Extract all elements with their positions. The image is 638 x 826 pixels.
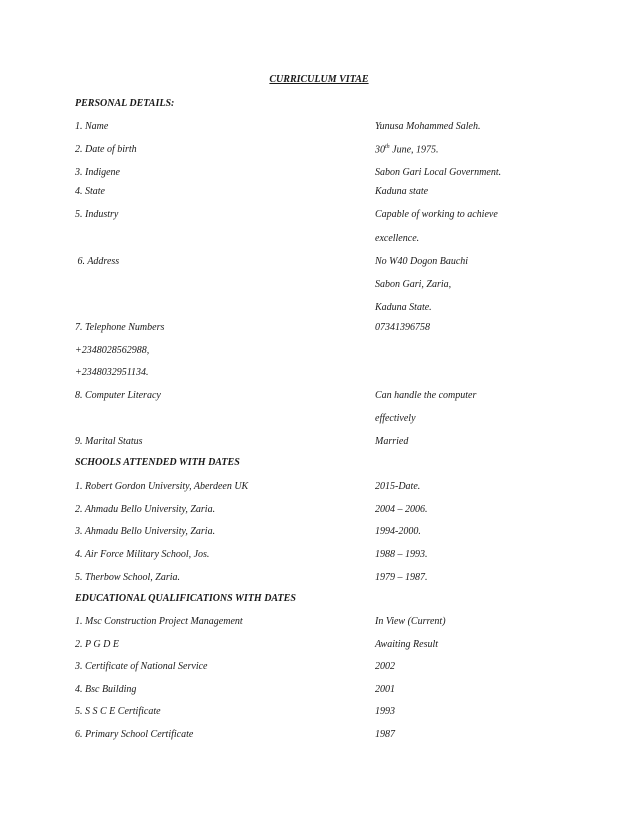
address-line-3: Kaduna State.	[375, 302, 432, 313]
dob-label: 2. Date of birth	[75, 144, 137, 155]
qualification-row	[0, 639, 638, 655]
dob-day: 30	[375, 144, 385, 156]
school-row	[0, 549, 638, 565]
state-row	[0, 186, 638, 202]
marital-row	[0, 436, 638, 452]
qualification-date: In View (Current)	[375, 616, 446, 627]
qualification-date: 2002	[375, 661, 395, 672]
school-date: 1979 – 1987.	[375, 572, 428, 583]
industry-label: 5. Industry	[75, 209, 119, 220]
schools-heading-row	[0, 457, 638, 473]
dob-row	[0, 144, 638, 160]
qualification-name: 2. P G D E	[75, 639, 119, 650]
phone-number-3: +2348032951134.	[75, 367, 149, 378]
dob-suffix: th	[385, 144, 390, 150]
address-row-2	[0, 279, 638, 295]
phone-row-3	[0, 367, 638, 383]
qualification-name: 4. Bsc Building	[75, 684, 137, 695]
state-value: Kaduna state	[375, 186, 429, 197]
name-value: Yunusa Mohammed Saleh.	[375, 121, 481, 132]
computer-value-line-2: effectively	[375, 413, 416, 424]
qualification-name: 1. Msc Construction Project Management	[75, 616, 243, 627]
school-date: 1988 – 1993.	[375, 549, 428, 560]
phone-label: 7. Telephone Numbers	[75, 322, 165, 333]
name-row	[0, 121, 638, 137]
computer-row	[0, 390, 638, 406]
qualification-name: 5. S S C E Certificate	[75, 706, 161, 717]
qualifications-heading-row	[0, 593, 638, 609]
qualification-row	[0, 706, 638, 722]
computer-row-2	[0, 413, 638, 429]
computer-label: 8. Computer Literacy	[75, 390, 161, 401]
qualification-date: 1987	[375, 729, 395, 740]
qualification-row	[0, 684, 638, 700]
school-row	[0, 504, 638, 520]
address-row-3	[0, 302, 638, 318]
school-name: 5. Therbow School, Zaria.	[75, 572, 181, 583]
address-line-2: Sabon Gari, Zaria,	[375, 279, 452, 290]
personal-details-heading-row	[0, 98, 638, 114]
industry-value-line-1: Capable of working to achieve	[375, 209, 498, 220]
indigene-value: Sabon Gari Local Government.	[375, 167, 502, 178]
phone-number-2: +2348028562988,	[75, 345, 150, 356]
dob-rest: June, 1975.	[389, 144, 439, 156]
school-date: 2015-Date.	[375, 481, 421, 492]
computer-value-line-1: Can handle the computer	[375, 390, 477, 401]
school-row	[0, 572, 638, 588]
marital-label: 9. Marital Status	[75, 436, 143, 447]
qualification-date: Awaiting Result	[375, 639, 439, 650]
school-name: 2. Ahmadu Bello University, Zaria.	[75, 504, 216, 515]
qualification-name: 3. Certificate of National Service	[75, 661, 208, 672]
name-label: 1. Name	[75, 121, 109, 132]
qualification-date: 1993	[375, 706, 395, 717]
address-label: 6. Address	[75, 256, 120, 267]
dob-value	[375, 144, 439, 155]
school-row	[0, 526, 638, 542]
school-name: 3. Ahmadu Bello University, Zaria.	[75, 526, 216, 537]
document-title: CURRICULUM VITAE	[269, 74, 369, 85]
industry-row	[0, 209, 638, 225]
qualifications-heading: EDUCATIONAL QUALIFICATIONS WITH DATES	[75, 593, 296, 604]
indigene-label: 3. Indigene	[75, 167, 120, 178]
school-name: 1. Robert Gordon University, Aberdeen UK	[75, 481, 249, 492]
school-row	[0, 481, 638, 497]
qualification-row	[0, 661, 638, 677]
phone-number-1: 07341396758	[375, 322, 430, 333]
school-name: 4. Air Force Military School, Jos.	[75, 549, 210, 560]
phone-row	[0, 322, 638, 338]
qualification-row	[0, 729, 638, 745]
address-row	[0, 256, 638, 272]
qualification-date: 2001	[375, 684, 395, 695]
qualification-name: 6. Primary School Certificate	[75, 729, 194, 740]
indigene-row	[0, 167, 638, 183]
school-date: 1994-2000.	[375, 526, 421, 537]
address-line-1: No W40 Dogon Bauchi	[375, 256, 469, 267]
phone-row-2	[0, 345, 638, 361]
industry-value-line-2: excellence.	[375, 233, 420, 244]
industry-row-2	[0, 233, 638, 249]
schools-heading: SCHOOLS ATTENDED WITH DATES	[75, 457, 240, 468]
school-date: 2004 – 2006.	[375, 504, 428, 515]
marital-value: Married	[375, 436, 409, 447]
qualification-row	[0, 616, 638, 632]
state-label: 4. State	[75, 186, 105, 197]
personal-details-heading: PERSONAL DETAILS:	[75, 98, 175, 109]
